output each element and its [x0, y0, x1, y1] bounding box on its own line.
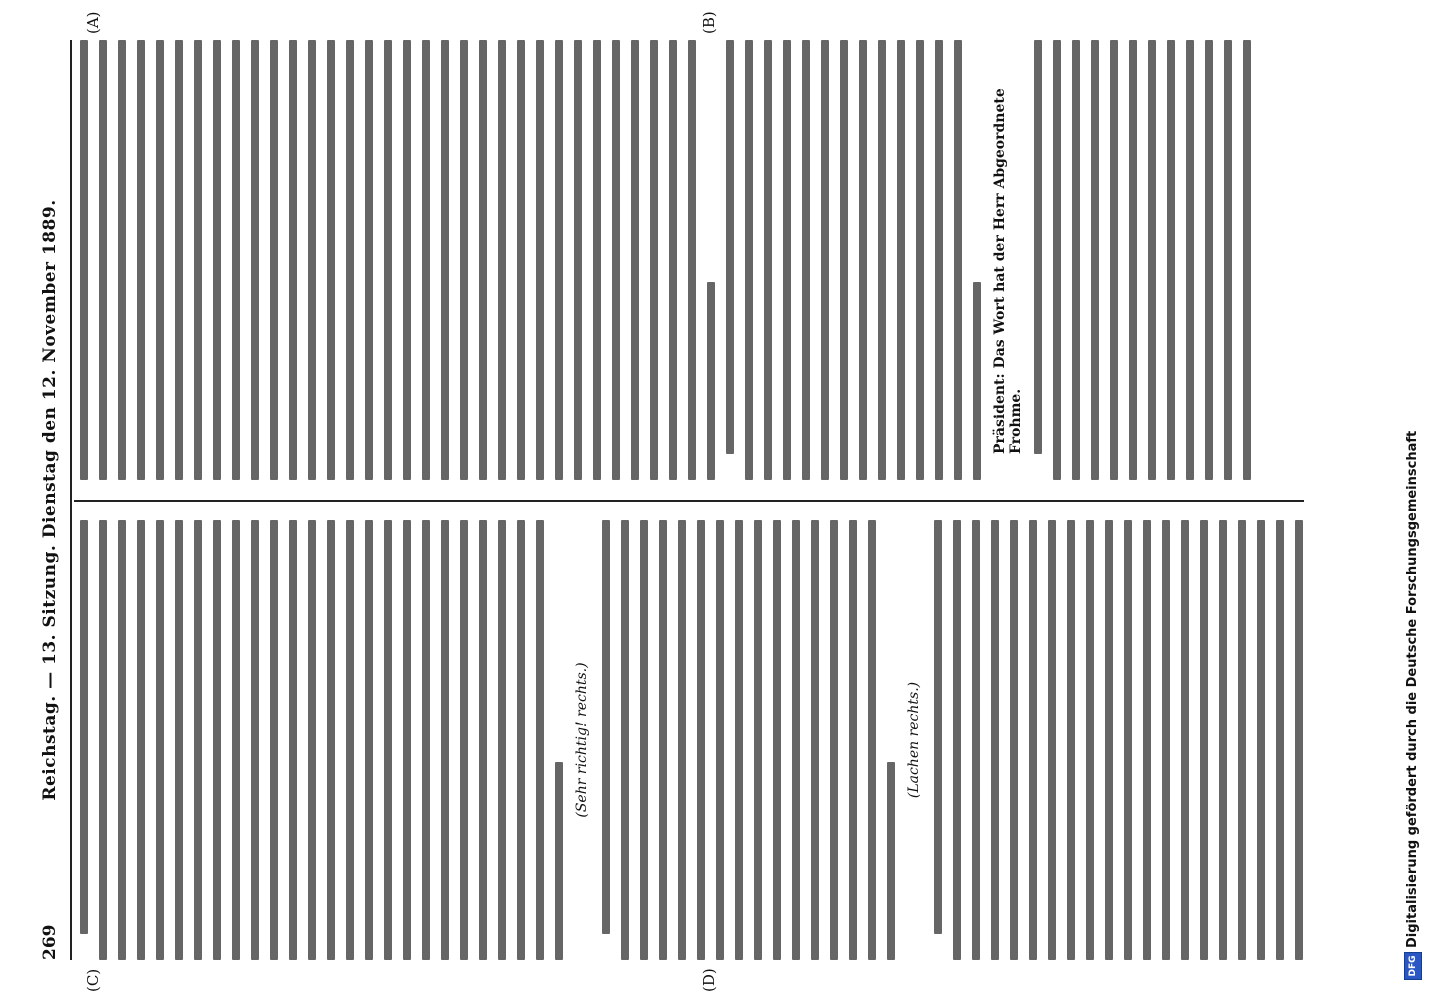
stage-direction: (Sehr richtig! rechts.) [574, 662, 590, 818]
text-line [897, 40, 905, 480]
digitization-note: Digitalisierung gefördert durch die Deutsche Forschungsgemeinschaft [1405, 430, 1420, 948]
president-line: Präsident: Das Wort hat der Herr Abgeordnete Frohme. [992, 88, 1024, 454]
text-line [213, 520, 221, 960]
text-line [403, 520, 411, 960]
text-line [441, 520, 449, 960]
text-line [754, 520, 762, 960]
text-line [859, 40, 867, 480]
text-line [1048, 520, 1056, 960]
header-rule [70, 40, 72, 960]
text-line [289, 520, 297, 960]
text-line [631, 40, 639, 480]
text-line [659, 520, 667, 960]
text-line [707, 282, 715, 480]
text-line [327, 40, 335, 480]
margin-marker-b: (B) [700, 11, 718, 34]
text-line [517, 40, 525, 480]
text-line [327, 520, 335, 960]
text-line [1091, 40, 1099, 480]
text-line [1034, 40, 1042, 454]
text-line [935, 40, 943, 480]
digitization-footer [1400, 0, 1428, 1000]
text-line [365, 520, 373, 960]
text-line [479, 520, 487, 960]
text-line [555, 762, 563, 960]
text-line [716, 520, 724, 960]
text-line [1105, 520, 1113, 960]
text-line [251, 520, 259, 960]
text-line [460, 520, 468, 960]
text-line [1257, 520, 1265, 960]
text-line [308, 40, 316, 480]
text-line [1219, 520, 1227, 960]
text-line [232, 40, 240, 480]
text-line [972, 520, 980, 960]
text-line [156, 40, 164, 480]
text-line [1029, 520, 1037, 960]
text-line [726, 40, 734, 454]
text-line [346, 520, 354, 960]
text-line [697, 520, 705, 960]
text-line [745, 40, 753, 480]
text-line [764, 40, 772, 480]
text-line [517, 520, 525, 960]
text-line [175, 40, 183, 480]
text-line [773, 520, 781, 960]
right-column-text [80, 40, 1262, 480]
text-line [973, 282, 981, 480]
text-line [422, 40, 430, 480]
dfg-logo: DFG [1404, 952, 1422, 980]
text-line [1162, 520, 1170, 960]
text-line [308, 520, 316, 960]
text-line [1110, 40, 1118, 480]
text-line [479, 40, 487, 480]
running-title: Reichstag. — 13. Sitzung. Dienstag den 12. November 1889. [40, 199, 60, 801]
text-line [232, 520, 240, 960]
text-line [821, 40, 829, 480]
text-line [403, 40, 411, 480]
margin-marker-c: (C) [84, 968, 102, 992]
text-line [934, 520, 942, 934]
text-line [1053, 40, 1061, 480]
text-line [735, 520, 743, 960]
text-line [783, 40, 791, 480]
text-line [1186, 40, 1194, 480]
text-line [137, 40, 145, 480]
text-line [384, 520, 392, 960]
text-line [270, 520, 278, 960]
text-line [792, 520, 800, 960]
text-line [868, 520, 876, 960]
text-line [536, 520, 544, 960]
text-line [1224, 40, 1232, 480]
text-line [498, 520, 506, 960]
text-line [1243, 40, 1251, 480]
text-line [1181, 520, 1189, 960]
text-line [251, 40, 259, 480]
text-line [1276, 520, 1284, 960]
text-line [1200, 520, 1208, 960]
text-line [612, 40, 620, 480]
text-line [1205, 40, 1213, 480]
text-line [1167, 40, 1175, 480]
text-line [887, 762, 895, 960]
text-line [1086, 520, 1094, 960]
text-line [422, 520, 430, 960]
text-line [536, 40, 544, 480]
text-line [830, 520, 838, 960]
text-line [849, 520, 857, 960]
text-line [574, 40, 582, 480]
text-line [669, 40, 677, 480]
text-line [1148, 40, 1156, 480]
text-line [441, 40, 449, 480]
text-line [954, 40, 962, 480]
text-line [1295, 520, 1303, 960]
text-line [593, 40, 601, 480]
text-line [953, 520, 961, 960]
text-line [991, 520, 999, 960]
text-line [118, 520, 126, 960]
text-line [878, 40, 886, 480]
running-header [36, 0, 66, 1000]
text-line [156, 520, 164, 960]
text-line [1129, 40, 1137, 480]
column-divider [74, 500, 1304, 502]
text-line [602, 520, 610, 934]
text-line [99, 40, 107, 480]
text-line [118, 40, 126, 480]
text-line [1238, 520, 1246, 960]
page-number: 269 [40, 924, 60, 960]
text-line [802, 40, 810, 480]
text-line [346, 40, 354, 480]
text-line [555, 40, 563, 480]
text-line [213, 40, 221, 480]
text-line [688, 40, 696, 480]
left-column-text [80, 520, 1314, 960]
text-line [916, 40, 924, 480]
margin-marker-a: (A) [84, 11, 102, 34]
text-line [460, 40, 468, 480]
text-line [80, 40, 88, 480]
margin-marker-d: (D) [700, 968, 718, 992]
text-line [840, 40, 848, 480]
text-line [99, 520, 107, 960]
text-line [80, 520, 88, 934]
text-line [175, 520, 183, 960]
applause-note: (Lachen rechts.) [906, 681, 922, 799]
text-line [289, 40, 297, 480]
text-line [498, 40, 506, 480]
text-line [678, 520, 686, 960]
text-line [1143, 520, 1151, 960]
text-line [811, 520, 819, 960]
text-line [1067, 520, 1075, 960]
text-line [1010, 520, 1018, 960]
text-line [384, 40, 392, 480]
text-line [194, 520, 202, 960]
text-line [1124, 520, 1132, 960]
text-line [365, 40, 373, 480]
text-line [270, 40, 278, 480]
text-line [640, 520, 648, 960]
text-line [194, 40, 202, 480]
text-line [1072, 40, 1080, 480]
text-line [137, 520, 145, 960]
text-line [621, 520, 629, 960]
text-line [650, 40, 658, 480]
